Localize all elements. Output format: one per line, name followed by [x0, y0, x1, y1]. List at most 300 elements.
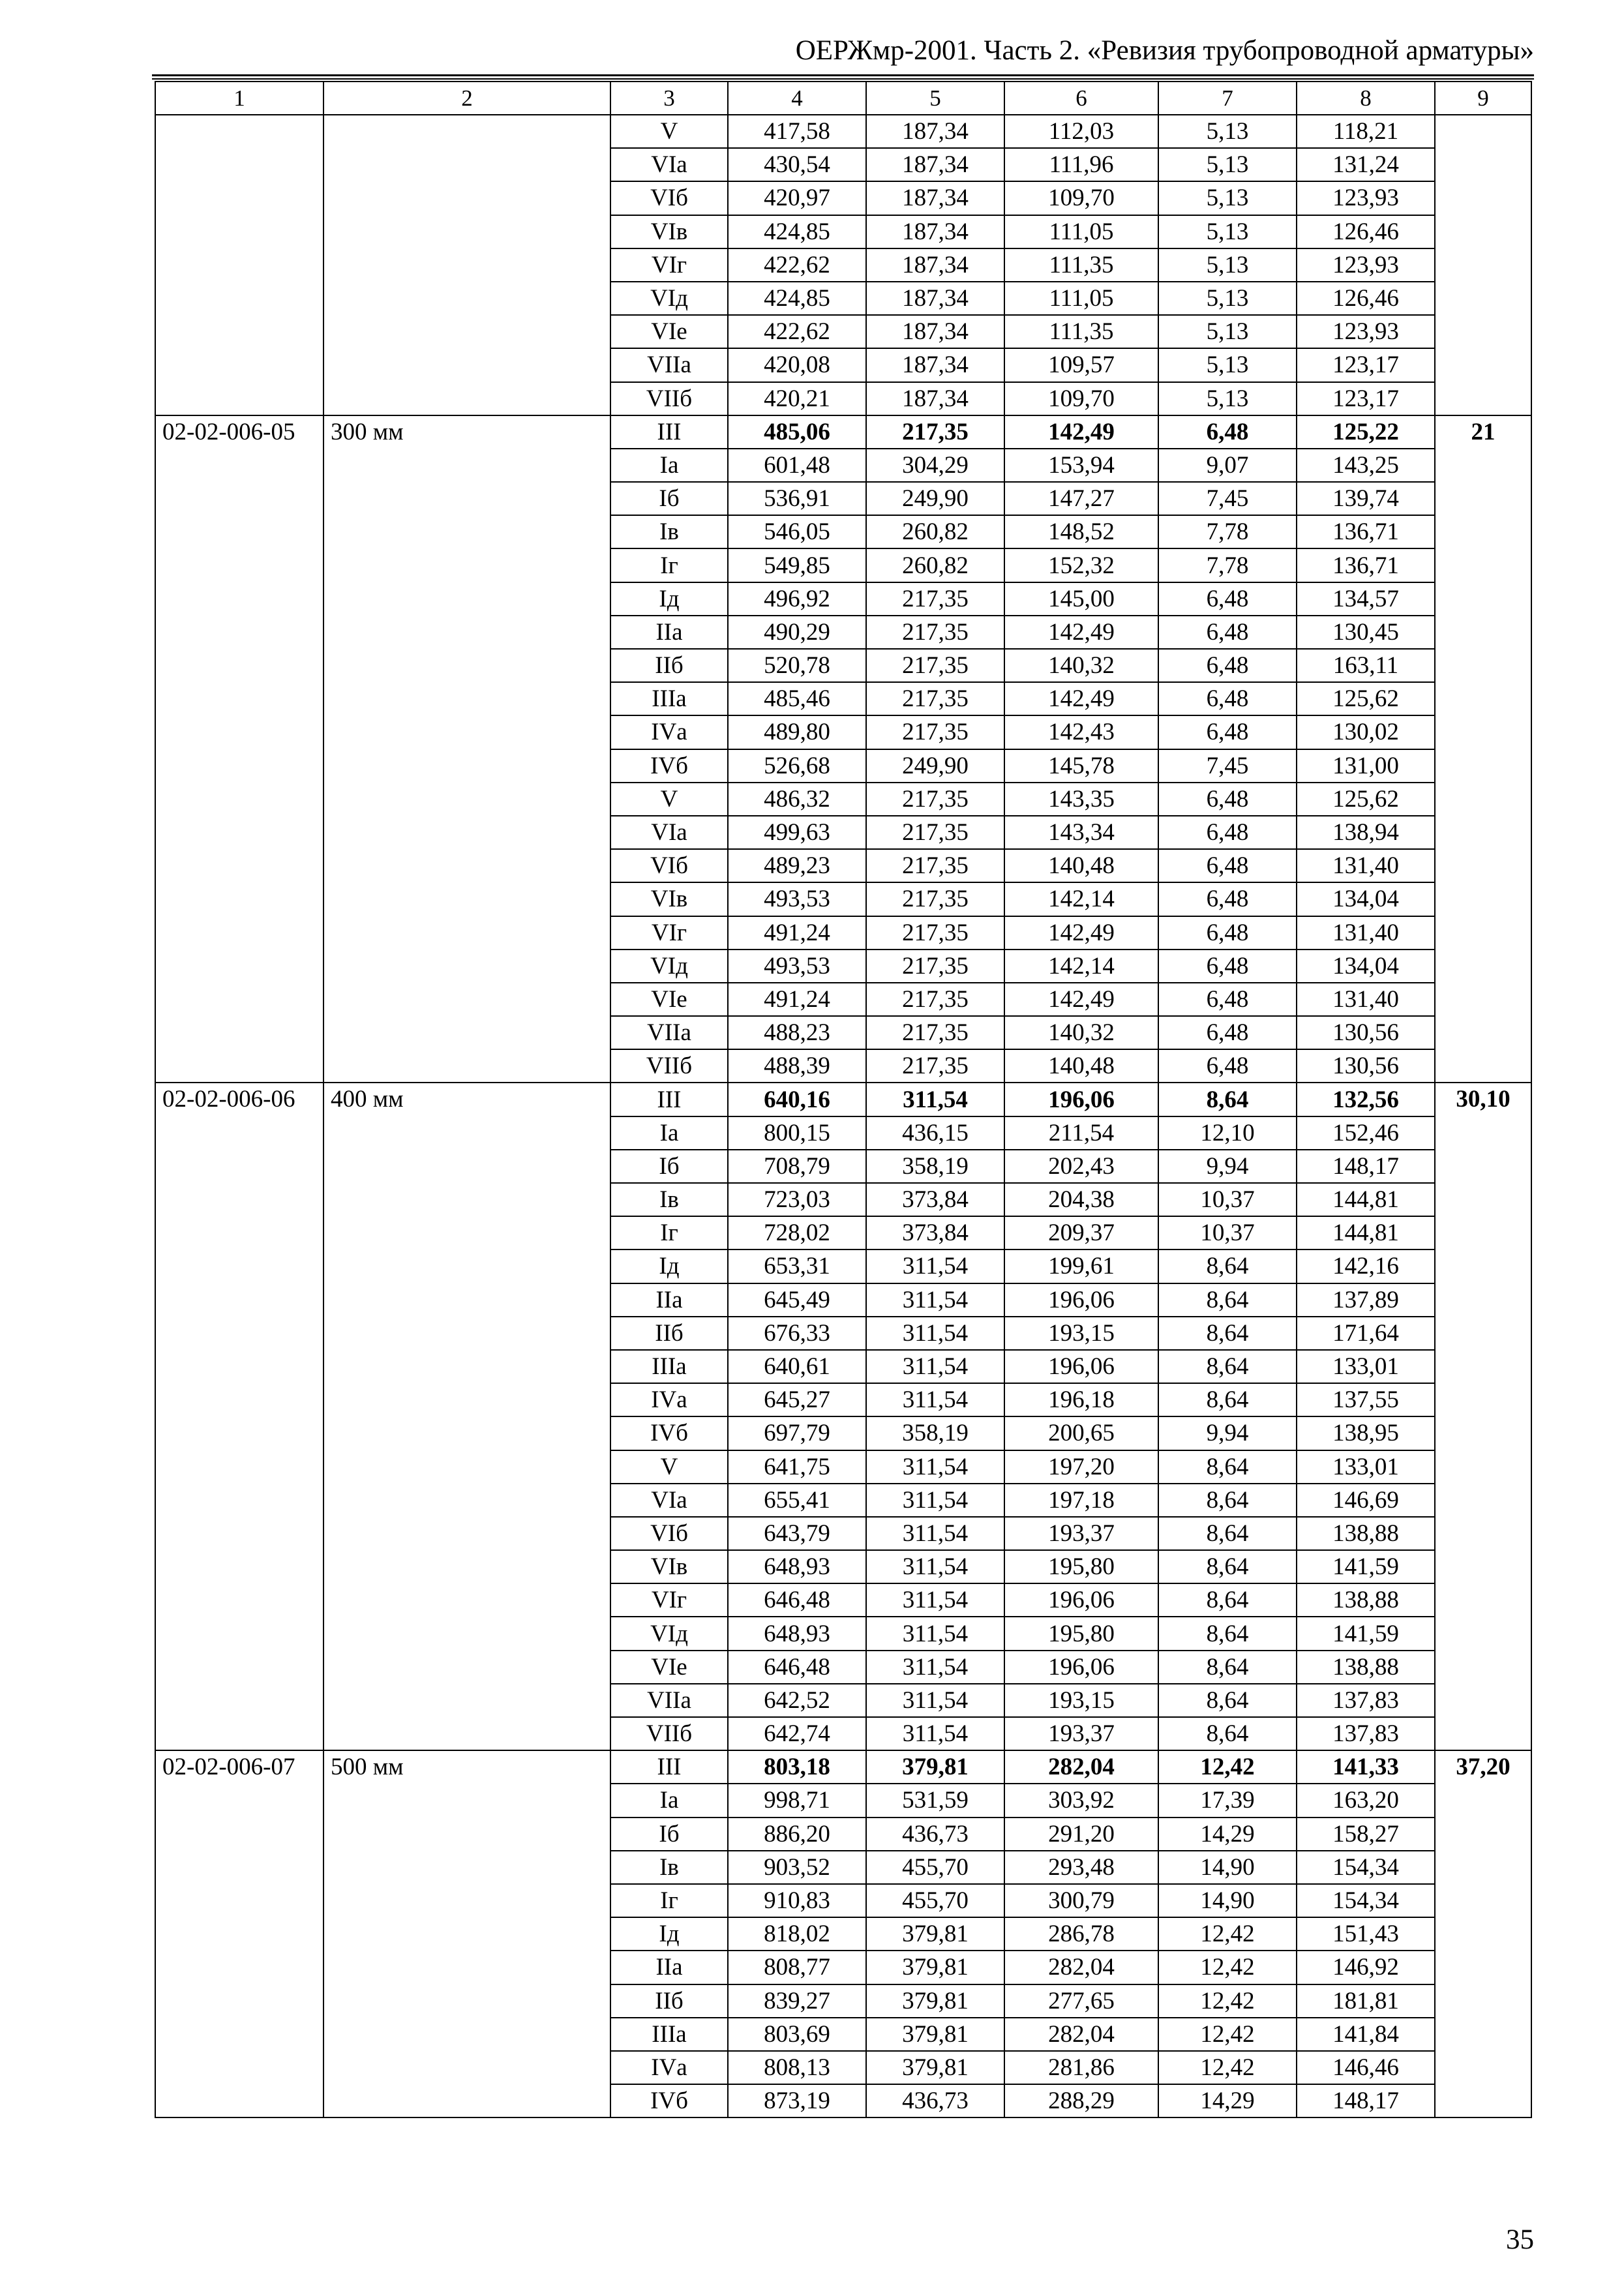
value-cell: 536,91	[728, 482, 866, 515]
value-cell: 126,46	[1297, 282, 1435, 315]
value-cell: 873,19	[728, 2084, 866, 2117]
value-cell: 6,48	[1158, 983, 1297, 1016]
value-cell: 14,90	[1158, 1884, 1297, 1917]
value-cell: 910,83	[728, 1884, 866, 1917]
zone-cell: Iб	[610, 1818, 728, 1851]
value-cell: 123,93	[1297, 181, 1435, 215]
value-cell: 142,49	[1004, 682, 1158, 715]
value-cell: 143,35	[1004, 783, 1158, 816]
value-cell: 142,14	[1004, 950, 1158, 983]
value-cell: 8,64	[1158, 1517, 1297, 1550]
value-cell: 217,35	[866, 950, 1004, 983]
value-cell: 282,04	[1004, 1951, 1158, 1984]
value-cell: 199,61	[1004, 1249, 1158, 1283]
value-cell: 499,63	[728, 816, 866, 849]
value-cell: 130,56	[1297, 1016, 1435, 1049]
column-9-cell: 30,10	[1435, 1083, 1531, 1750]
value-cell: 9,94	[1158, 1416, 1297, 1450]
zone-cell: Iа	[610, 1784, 728, 1817]
zone-cell: VIб	[610, 849, 728, 882]
zone-cell: VIд	[610, 950, 728, 983]
value-cell: 217,35	[866, 916, 1004, 950]
value-cell: 163,20	[1297, 1784, 1435, 1817]
value-cell: 193,37	[1004, 1717, 1158, 1750]
value-cell: 800,15	[728, 1116, 866, 1150]
column-number: 6	[1004, 82, 1158, 115]
value-cell: 138,95	[1297, 1416, 1435, 1450]
value-cell: 8,64	[1158, 1684, 1297, 1717]
value-cell: 125,22	[1297, 415, 1435, 449]
value-cell: 645,27	[728, 1383, 866, 1416]
value-cell: 136,71	[1297, 515, 1435, 548]
value-cell: 217,35	[866, 1049, 1004, 1083]
value-cell: 648,93	[728, 1617, 866, 1650]
value-cell: 8,64	[1158, 1651, 1297, 1684]
table-row	[155, 115, 1531, 148]
value-cell: 217,35	[866, 616, 1004, 649]
zone-cell: VIIа	[610, 348, 728, 382]
document-header: ОЕРЖмр-2001. Часть 2. «Ревизия трубопроводной арматуры»	[795, 35, 1534, 66]
value-cell: 138,88	[1297, 1517, 1435, 1550]
value-cell: 123,17	[1297, 348, 1435, 382]
value-cell: 193,15	[1004, 1317, 1158, 1350]
value-cell: 111,96	[1004, 148, 1158, 181]
value-cell: 137,55	[1297, 1383, 1435, 1416]
value-cell: 145,78	[1004, 749, 1158, 783]
zone-cell: Iа	[610, 1116, 728, 1150]
value-cell: 424,85	[728, 282, 866, 315]
value-cell: 197,20	[1004, 1450, 1158, 1484]
zone-cell: IVб	[610, 1416, 728, 1450]
value-cell: 17,39	[1158, 1784, 1297, 1817]
zone-cell: Iг	[610, 548, 728, 582]
value-cell: 486,32	[728, 783, 866, 816]
value-cell: 808,13	[728, 2051, 866, 2084]
value-cell: 131,40	[1297, 916, 1435, 950]
value-cell: 217,35	[866, 649, 1004, 682]
value-cell: 311,54	[866, 1617, 1004, 1650]
value-cell: 818,02	[728, 1917, 866, 1951]
value-cell: 311,54	[866, 1249, 1004, 1283]
zone-cell: V	[610, 783, 728, 816]
value-cell: 249,90	[866, 482, 1004, 515]
value-cell: 311,54	[866, 1350, 1004, 1383]
value-cell: 646,48	[728, 1651, 866, 1684]
zone-cell: Iд	[610, 582, 728, 616]
value-cell: 134,04	[1297, 950, 1435, 983]
zone-cell: VIг	[610, 916, 728, 950]
value-cell: 303,92	[1004, 1784, 1158, 1817]
value-cell: 7,45	[1158, 749, 1297, 783]
value-cell: 146,92	[1297, 1951, 1435, 1984]
value-cell: 311,54	[866, 1484, 1004, 1517]
rate-code-cell: 02-02-006-05	[155, 415, 323, 1083]
value-cell: 5,13	[1158, 282, 1297, 315]
value-cell: 520,78	[728, 649, 866, 682]
value-cell: 8,64	[1158, 1717, 1297, 1750]
zone-cell: VIг	[610, 1583, 728, 1617]
value-cell: 5,13	[1158, 148, 1297, 181]
value-cell: 140,32	[1004, 649, 1158, 682]
value-cell: 601,48	[728, 449, 866, 482]
value-cell: 141,59	[1297, 1617, 1435, 1650]
value-cell: 142,43	[1004, 715, 1158, 749]
value-cell: 142,49	[1004, 616, 1158, 649]
value-cell: 311,54	[866, 1383, 1004, 1416]
value-cell: 417,58	[728, 115, 866, 148]
zone-cell: VIв	[610, 215, 728, 248]
value-cell: 217,35	[866, 582, 1004, 616]
value-cell: 148,52	[1004, 515, 1158, 548]
value-cell: 311,54	[866, 1717, 1004, 1750]
value-cell: 142,49	[1004, 916, 1158, 950]
value-cell: 373,84	[866, 1183, 1004, 1216]
value-cell: 420,08	[728, 348, 866, 382]
zone-cell: IVа	[610, 715, 728, 749]
page-number: 35	[1506, 2224, 1534, 2255]
column-number: 7	[1158, 82, 1297, 115]
value-cell: 493,53	[728, 950, 866, 983]
value-cell: 187,34	[866, 181, 1004, 215]
value-cell: 12,42	[1158, 2018, 1297, 2051]
zone-cell: IVб	[610, 749, 728, 783]
header-rule-thin	[152, 78, 1534, 80]
value-cell: 358,19	[866, 1150, 1004, 1183]
value-cell: 196,06	[1004, 1651, 1158, 1684]
value-cell: 131,40	[1297, 983, 1435, 1016]
value-cell: 549,85	[728, 548, 866, 582]
value-cell: 260,82	[866, 548, 1004, 582]
value-cell: 485,46	[728, 682, 866, 715]
rate-code-cell: 02-02-006-07	[155, 1750, 323, 2117]
value-cell: 311,54	[866, 1450, 1004, 1484]
value-cell: 133,01	[1297, 1450, 1435, 1484]
value-cell: 148,17	[1297, 1150, 1435, 1183]
value-cell: 123,93	[1297, 315, 1435, 348]
value-cell: 12,42	[1158, 1951, 1297, 1984]
value-cell: 379,81	[866, 1951, 1004, 1984]
value-cell: 193,37	[1004, 1517, 1158, 1550]
value-cell: 643,79	[728, 1517, 866, 1550]
value-cell: 676,33	[728, 1317, 866, 1350]
value-cell: 196,06	[1004, 1283, 1158, 1317]
value-cell: 420,21	[728, 382, 866, 415]
value-cell: 12,42	[1158, 1984, 1297, 2018]
value-cell: 6,48	[1158, 616, 1297, 649]
value-cell: 5,13	[1158, 348, 1297, 382]
value-cell: 379,81	[866, 2051, 1004, 2084]
zone-cell: VIIа	[610, 1684, 728, 1717]
column-number: 1	[155, 82, 323, 115]
header-rule	[152, 74, 1534, 76]
table-row	[155, 1083, 1531, 1116]
zone-cell: Iб	[610, 482, 728, 515]
value-cell: 181,81	[1297, 1984, 1435, 2018]
value-cell: 217,35	[866, 1016, 1004, 1049]
value-cell: 886,20	[728, 1818, 866, 1851]
value-cell: 9,94	[1158, 1150, 1297, 1183]
value-cell: 134,04	[1297, 882, 1435, 916]
value-cell: 379,81	[866, 1750, 1004, 1784]
zone-cell: VIд	[610, 1617, 728, 1650]
value-cell: 196,06	[1004, 1083, 1158, 1116]
zone-cell: VIг	[610, 248, 728, 282]
value-cell: 8,64	[1158, 1550, 1297, 1583]
value-cell: 489,80	[728, 715, 866, 749]
zone-cell: IIа	[610, 1951, 728, 1984]
value-cell: 142,49	[1004, 983, 1158, 1016]
zone-cell: IIа	[610, 1283, 728, 1317]
value-cell: 8,64	[1158, 1249, 1297, 1283]
value-cell: 209,37	[1004, 1216, 1158, 1249]
value-cell: 148,17	[1297, 2084, 1435, 2117]
value-cell: 6,48	[1158, 415, 1297, 449]
value-cell: 140,32	[1004, 1016, 1158, 1049]
value-cell: 8,64	[1158, 1350, 1297, 1383]
value-cell: 187,34	[866, 148, 1004, 181]
value-cell: 6,48	[1158, 950, 1297, 983]
value-cell: 132,56	[1297, 1083, 1435, 1116]
value-cell: 137,89	[1297, 1283, 1435, 1317]
value-cell: 728,02	[728, 1216, 866, 1249]
zone-cell: VIIб	[610, 1717, 728, 1750]
rate-code-cell: 02-02-006-06	[155, 1083, 323, 1750]
zone-cell: Iв	[610, 515, 728, 548]
zone-cell: III	[610, 1083, 728, 1116]
value-cell: 6,48	[1158, 1049, 1297, 1083]
value-cell: 109,57	[1004, 348, 1158, 382]
zone-cell: IIIа	[610, 682, 728, 715]
value-cell: 8,64	[1158, 1383, 1297, 1416]
value-cell: 6,48	[1158, 582, 1297, 616]
value-cell: 531,59	[866, 1784, 1004, 1817]
value-cell: 158,27	[1297, 1818, 1435, 1851]
value-cell: 134,57	[1297, 582, 1435, 616]
value-cell: 436,15	[866, 1116, 1004, 1150]
value-cell: 125,62	[1297, 783, 1435, 816]
value-cell: 125,62	[1297, 682, 1435, 715]
column-number: 9	[1435, 82, 1531, 115]
value-cell: 196,06	[1004, 1350, 1158, 1383]
value-cell: 998,71	[728, 1784, 866, 1817]
value-cell: 420,97	[728, 181, 866, 215]
value-cell: 217,35	[866, 415, 1004, 449]
value-cell: 839,27	[728, 1984, 866, 2018]
value-cell: 6,48	[1158, 882, 1297, 916]
value-cell: 641,75	[728, 1450, 866, 1484]
value-cell: 111,05	[1004, 282, 1158, 315]
value-cell: 6,48	[1158, 916, 1297, 950]
value-cell: 436,73	[866, 2084, 1004, 2117]
rate-name-cell: 500 мм	[323, 1750, 610, 2117]
value-cell: 8,64	[1158, 1484, 1297, 1517]
zone-cell: VIв	[610, 1550, 728, 1583]
value-cell: 546,05	[728, 515, 866, 548]
value-cell: 118,21	[1297, 115, 1435, 148]
zone-cell: IIIа	[610, 2018, 728, 2051]
value-cell: 311,54	[866, 1583, 1004, 1617]
value-cell: 111,35	[1004, 315, 1158, 348]
value-cell: 152,46	[1297, 1116, 1435, 1150]
value-cell: 187,34	[866, 315, 1004, 348]
value-cell: 304,29	[866, 449, 1004, 482]
rate-code-cell	[155, 115, 323, 415]
zone-cell: VIе	[610, 1651, 728, 1684]
value-cell: 311,54	[866, 1684, 1004, 1717]
value-cell: 485,06	[728, 415, 866, 449]
value-cell: 196,06	[1004, 1583, 1158, 1617]
value-cell: 146,46	[1297, 2051, 1435, 2084]
value-cell: 379,81	[866, 2018, 1004, 2051]
value-cell: 493,53	[728, 882, 866, 916]
value-cell: 7,45	[1158, 482, 1297, 515]
value-cell: 5,13	[1158, 181, 1297, 215]
value-cell: 422,62	[728, 315, 866, 348]
value-cell: 6,48	[1158, 682, 1297, 715]
value-cell: 490,29	[728, 616, 866, 649]
column-number: 5	[866, 82, 1004, 115]
value-cell: 217,35	[866, 682, 1004, 715]
value-cell: 708,79	[728, 1150, 866, 1183]
value-cell: 217,35	[866, 783, 1004, 816]
zone-cell: Iг	[610, 1884, 728, 1917]
value-cell: 126,46	[1297, 215, 1435, 248]
value-cell: 138,88	[1297, 1583, 1435, 1617]
value-cell: 5,13	[1158, 215, 1297, 248]
value-cell: 803,18	[728, 1750, 866, 1784]
value-cell: 211,54	[1004, 1116, 1158, 1150]
value-cell: 187,34	[866, 115, 1004, 148]
value-cell: 8,64	[1158, 1083, 1297, 1116]
zone-cell: IVб	[610, 2084, 728, 2117]
zone-cell: VIб	[610, 1517, 728, 1550]
column-number: 2	[323, 82, 610, 115]
value-cell: 260,82	[866, 515, 1004, 548]
rate-name-cell: 400 мм	[323, 1083, 610, 1750]
value-cell: 646,48	[728, 1583, 866, 1617]
value-cell: 130,02	[1297, 715, 1435, 749]
value-cell: 281,86	[1004, 2051, 1158, 2084]
value-cell: 146,69	[1297, 1484, 1435, 1517]
value-cell: 142,49	[1004, 415, 1158, 449]
value-cell: 642,74	[728, 1717, 866, 1750]
value-cell: 6,48	[1158, 1016, 1297, 1049]
value-cell: 288,29	[1004, 2084, 1158, 2117]
value-cell: 491,24	[728, 983, 866, 1016]
value-cell: 640,16	[728, 1083, 866, 1116]
zone-cell: IIIа	[610, 1350, 728, 1383]
zone-cell: VIб	[610, 181, 728, 215]
value-cell: 455,70	[866, 1884, 1004, 1917]
column-number: 4	[728, 82, 866, 115]
value-cell: 10,37	[1158, 1183, 1297, 1216]
rates-table	[155, 81, 1532, 2118]
value-cell: 424,85	[728, 215, 866, 248]
value-cell: 112,03	[1004, 115, 1158, 148]
value-cell: 147,27	[1004, 482, 1158, 515]
zone-cell: Iб	[610, 1150, 728, 1183]
zone-cell: V	[610, 1450, 728, 1484]
value-cell: 111,05	[1004, 215, 1158, 248]
zone-cell: VIе	[610, 315, 728, 348]
value-cell: 488,39	[728, 1049, 866, 1083]
value-cell: 140,48	[1004, 1049, 1158, 1083]
value-cell: 6,48	[1158, 783, 1297, 816]
zone-cell: VIа	[610, 816, 728, 849]
value-cell: 137,83	[1297, 1684, 1435, 1717]
value-cell: 286,78	[1004, 1917, 1158, 1951]
value-cell: 137,83	[1297, 1717, 1435, 1750]
value-cell: 109,70	[1004, 382, 1158, 415]
zone-cell: III	[610, 1750, 728, 1784]
value-cell: 111,35	[1004, 248, 1158, 282]
zone-cell: VIд	[610, 282, 728, 315]
value-cell: 133,01	[1297, 1350, 1435, 1383]
value-cell: 187,34	[866, 348, 1004, 382]
rate-name-cell: 300 мм	[323, 415, 610, 1083]
value-cell: 379,81	[866, 1984, 1004, 2018]
value-cell: 130,56	[1297, 1049, 1435, 1083]
value-cell: 648,93	[728, 1550, 866, 1583]
column-9-cell: 37,20	[1435, 1750, 1531, 2117]
value-cell: 430,54	[728, 148, 866, 181]
zone-cell: Iд	[610, 1249, 728, 1283]
value-cell: 217,35	[866, 816, 1004, 849]
zone-cell: Iа	[610, 449, 728, 482]
value-cell: 642,52	[728, 1684, 866, 1717]
zone-cell: IIб	[610, 1984, 728, 2018]
value-cell: 200,65	[1004, 1416, 1158, 1450]
zone-cell: VIа	[610, 148, 728, 181]
value-cell: 187,34	[866, 215, 1004, 248]
table-row	[155, 415, 1531, 449]
zone-cell: VIа	[610, 1484, 728, 1517]
value-cell: 311,54	[866, 1083, 1004, 1116]
value-cell: 282,04	[1004, 2018, 1158, 2051]
value-cell: 311,54	[866, 1283, 1004, 1317]
value-cell: 293,48	[1004, 1851, 1158, 1884]
value-cell: 488,23	[728, 1016, 866, 1049]
value-cell: 143,25	[1297, 449, 1435, 482]
zone-cell: IVа	[610, 1383, 728, 1416]
value-cell: 163,11	[1297, 649, 1435, 682]
value-cell: 9,07	[1158, 449, 1297, 482]
value-cell: 131,00	[1297, 749, 1435, 783]
value-cell: 217,35	[866, 882, 1004, 916]
value-cell: 803,69	[728, 2018, 866, 2051]
value-cell: 187,34	[866, 382, 1004, 415]
zone-cell: VIIа	[610, 1016, 728, 1049]
value-cell: 12,42	[1158, 1750, 1297, 1784]
value-cell: 7,78	[1158, 548, 1297, 582]
value-cell: 12,42	[1158, 2051, 1297, 2084]
zone-cell: Iв	[610, 1851, 728, 1884]
value-cell: 358,19	[866, 1416, 1004, 1450]
value-cell: 653,31	[728, 1249, 866, 1283]
value-cell: 640,61	[728, 1350, 866, 1383]
value-cell: 139,74	[1297, 482, 1435, 515]
value-cell: 138,88	[1297, 1651, 1435, 1684]
zone-cell: Iв	[610, 1183, 728, 1216]
zone-cell: III	[610, 415, 728, 449]
value-cell: 311,54	[866, 1550, 1004, 1583]
value-cell: 496,92	[728, 582, 866, 616]
value-cell: 7,78	[1158, 515, 1297, 548]
value-cell: 143,34	[1004, 816, 1158, 849]
value-cell: 195,80	[1004, 1617, 1158, 1650]
value-cell: 489,23	[728, 849, 866, 882]
value-cell: 14,90	[1158, 1851, 1297, 1884]
